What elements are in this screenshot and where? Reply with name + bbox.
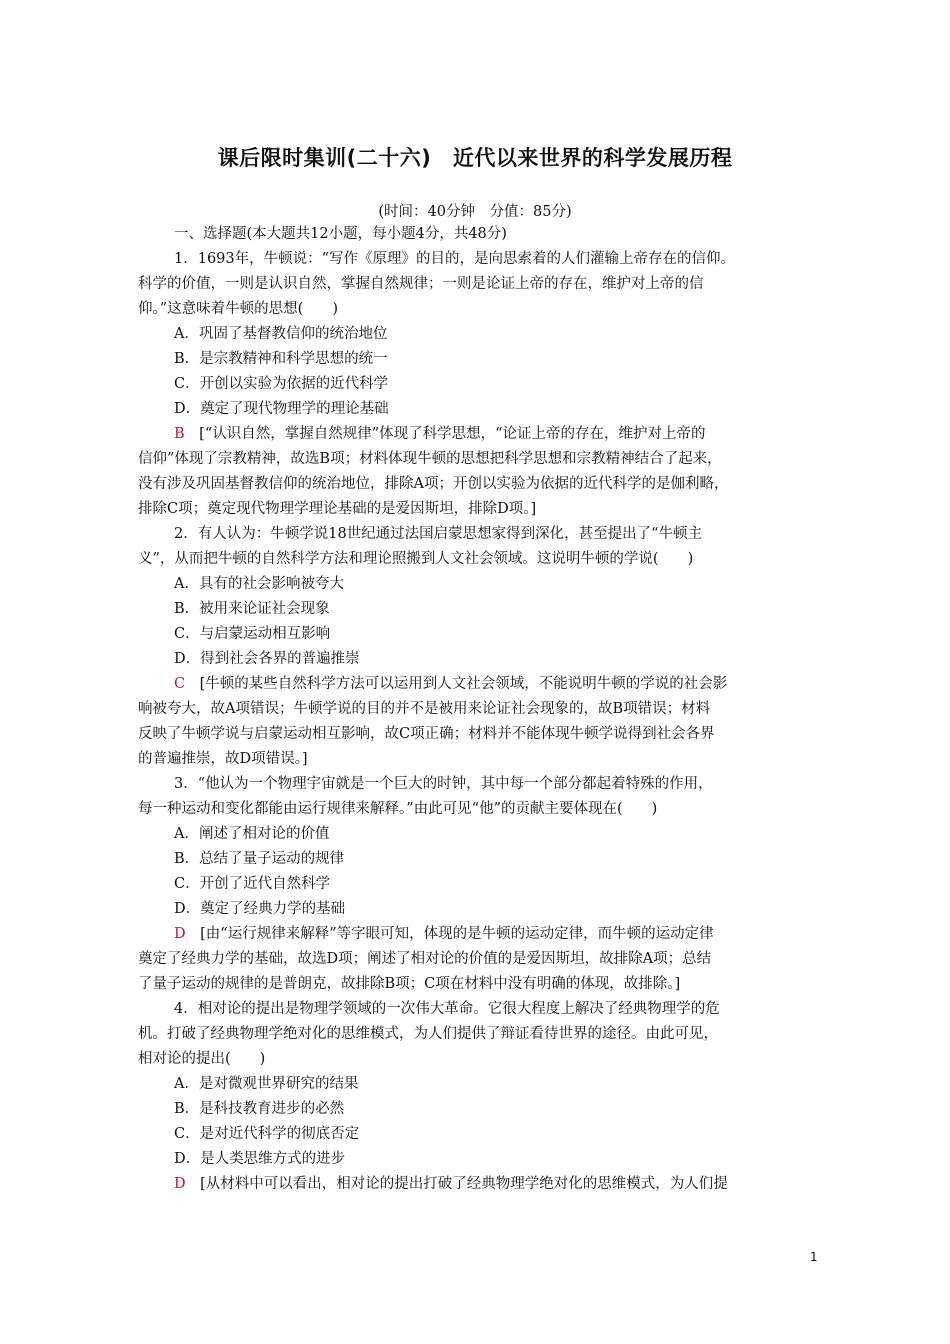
document-body [138, 222, 818, 1197]
answer-letter: C [174, 676, 186, 692]
answer-explanation-line: 没有涉及巩固基督教信仰的统治地位，排除A项；开创以实验为依据的近代科学的是伽利略， [138, 476, 729, 492]
answer-letter: B [174, 426, 185, 442]
answer-letter: D [174, 1176, 186, 1192]
question-stem-line: 机。打破了经典物理学绝对化的思维模式，为人们提供了辩证看待世界的途径。由此可见， [138, 1026, 718, 1042]
question-stem-line: 科学的价值，一则是认识自然，掌握自然规律；一则是论证上帝的存在，维护对上帝的信 [138, 276, 704, 292]
answer-letter: D [174, 926, 186, 942]
answer-explanation-line: D [由“运行规律来解释”等字眼可知，体现的是牛顿的运动定律，而牛顿的运动定律 [174, 926, 714, 942]
option-b: B．被用来论证社会现象 [174, 601, 330, 617]
answer-explanation-line: D [从材料中可以看出，相对论的提出打破了经典物理学绝对化的思维模式，为人们提 [174, 1176, 728, 1192]
page-title: 课后限时集训(二十六) 近代以来世界的科学发展历程 [217, 146, 733, 170]
option-c: C．开创以实验为依据的近代科学 [174, 376, 389, 392]
exam-meta: (时间：40分钟 分值：85分) [378, 204, 572, 220]
question-stem-line: 仰。”这意味着牛顿的思想( ) [138, 301, 338, 317]
question-stem-line: 3．“他认为一个物理宇宙就是一个巨大的时钟，其中每一个部分都起着特殊的作用， [174, 776, 713, 792]
answer-explanation-line: C [牛顿的某些自然科学方法可以运用到人文社会领域，不能说明牛顿的学说的社会影 [174, 676, 728, 692]
answer-explanation-line: 响被夸大，故A项错误；牛顿学说的目的并不是被用来论证社会现象的，故B项错误；材料 [138, 701, 711, 717]
option-a: A．阐述了相对论的价值 [174, 826, 330, 842]
question-stem-line: 1．1693年，牛顿说：“写作《原理》的目的，是向思索着的人们灌输上帝存在的信仰。 [174, 251, 736, 267]
answer-explanation-line: 反映了牛顿学说与启蒙运动相互影响，故C项正确；材料并不能体现牛顿学说得到社会各界 [138, 726, 715, 742]
option-a: A．具有的社会影响被夸大 [174, 576, 344, 592]
answer-explanation-line: B [“认识自然，掌握自然规律”体现了科学思想，“论证上帝的存在，维护对上帝的 [174, 426, 706, 442]
answer-explanation-line: 信仰”体现了宗教精神，故选B项；材料体现牛顿的思想把科学思想和宗教精神结合了起来， [138, 451, 722, 467]
option-c: C．开创了近代自然科学 [174, 876, 331, 892]
answer-explanation-line: 排除C项；奠定现代物理学理论基础的是爱因斯坦，排除D项。] [138, 501, 537, 517]
answer-explanation-line: 奠定了经典力学的基础，故选D项；阐述了相对论的价值的是爱因斯坦，故排除A项；总结 [138, 951, 712, 967]
option-c: C．是对近代科学的彻底否定 [174, 1126, 360, 1142]
section-heading: 一、选择题(本大题共12小题，每小题4分，共48分) [174, 226, 507, 242]
answer-explanation-line: 的普遍推崇，故D项错误。] [138, 751, 308, 767]
option-d: D．得到社会各界的普遍推崇 [174, 651, 360, 667]
answer-explanation-line: 了量子运动的规律的是普朗克，故排除B项；C项在材料中没有明确的体现，故排除。] [138, 976, 681, 992]
option-b: B．总结了量子运动的规律 [174, 851, 345, 867]
option-d: D．奠定了经典力学的基础 [174, 901, 346, 917]
question-stem-line: 每一种运动和变化都能由运行规律来解释。”由此可见“他”的贡献主要体现在( ) [138, 801, 658, 817]
option-b: B．是科技教育进步的必然 [174, 1101, 345, 1117]
page-number: 1 [810, 1250, 818, 1264]
option-d: D．奠定了现代物理学的理论基础 [174, 401, 389, 417]
question-stem-line: 2．有人认为：牛顿学说18世纪通过法国启蒙思想家得到深化，甚至提出了“牛顿主 [174, 526, 703, 542]
option-a: A．巩固了基督教信仰的统治地位 [174, 326, 388, 342]
question-stem-line: 义”，从而把牛顿的自然科学方法和理论照搬到人文社会领域。这说明牛顿的学说( ) [138, 551, 694, 567]
option-d: D．是人类思维方式的进步 [174, 1151, 346, 1167]
option-b: B．是宗教精神和科学思想的统一 [174, 351, 388, 367]
question-stem-line: 相对论的提出( ) [138, 1051, 266, 1067]
option-c: C．与启蒙运动相互影响 [174, 626, 331, 642]
question-stem-line: 4．相对论的提出是物理学领域的一次伟大革命。它很大程度上解决了经典物理学的危 [174, 1001, 720, 1017]
option-a: A．是对微观世界研究的结果 [174, 1076, 359, 1092]
